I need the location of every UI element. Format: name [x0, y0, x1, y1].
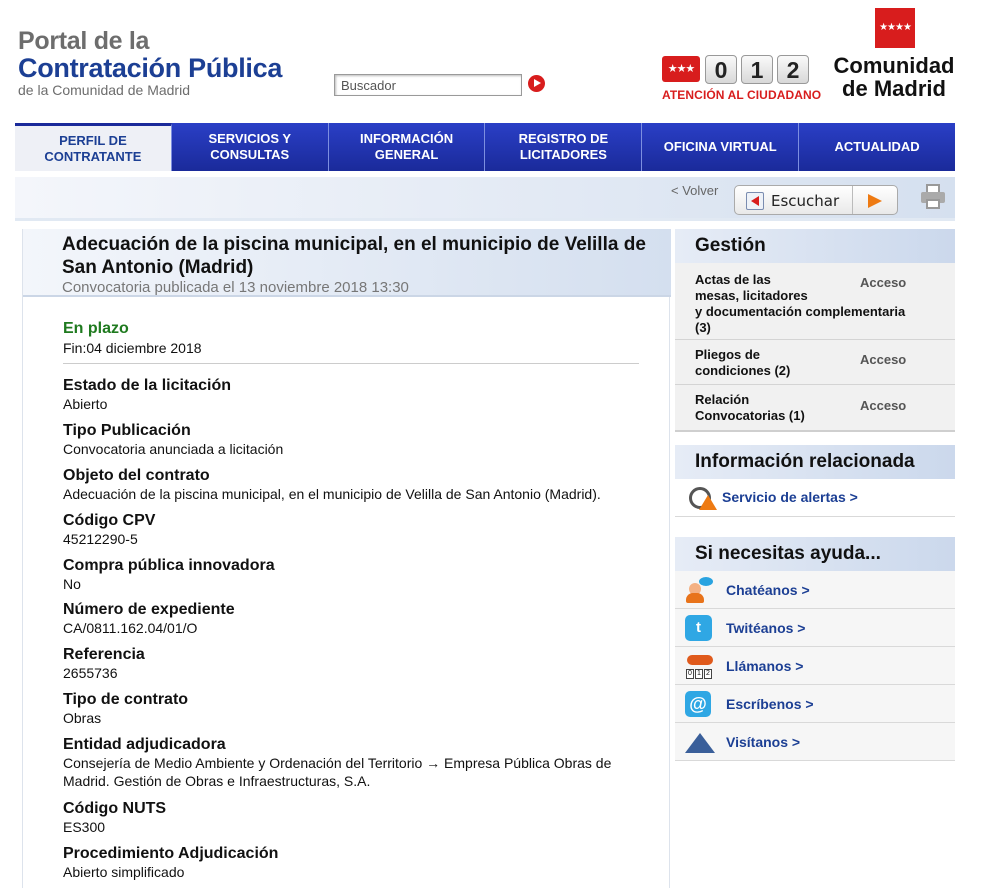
published-date: Convocatoria publicada el 13 noviembre 2018 13:30 — [62, 279, 409, 296]
visit-link[interactable]: Visítanos > — [726, 734, 801, 750]
field-value: Abierto simplificado — [63, 864, 185, 880]
field-label: Objeto del contrato — [63, 467, 210, 484]
region-logo[interactable] — [826, 54, 962, 100]
label-line: Pliegos de — [695, 347, 761, 362]
nav-label: ACTUALIDAD — [834, 139, 920, 154]
field-value: Convocatoria anunciada a licitación — [63, 441, 284, 457]
nav-label: INFORMACIÓN — [359, 131, 454, 146]
speaker-icon — [746, 192, 764, 210]
chat-link[interactable]: Chatéanos > — [726, 582, 810, 598]
access-link[interactable]: Acceso — [860, 398, 907, 413]
portal-logo[interactable] — [18, 28, 282, 98]
tender-detail — [22, 229, 670, 888]
field-estado — [63, 376, 653, 413]
play-icon[interactable] — [868, 194, 882, 208]
label-line: condiciones (2) — [695, 363, 791, 378]
help-panel — [675, 537, 955, 761]
field-label: Tipo de contrato — [63, 691, 189, 708]
field-value: Obras — [63, 710, 102, 726]
field-label: Número de expediente — [63, 601, 235, 618]
access-link[interactable]: Acceso — [860, 275, 907, 290]
phone-link[interactable]: Llámanos > — [726, 658, 804, 674]
alerts-link-row[interactable] — [675, 479, 955, 517]
nav-label: CONTRATANTE — [44, 148, 142, 164]
field-objeto — [63, 466, 653, 503]
help-phone-row[interactable] — [675, 647, 955, 685]
status-label: En plazo — [63, 320, 129, 337]
field-value: Abierto — [63, 396, 108, 412]
field-value: ES300 — [63, 819, 106, 835]
nav-label: OFICINA VIRTUAL — [663, 139, 777, 154]
field-value: No — [63, 576, 81, 592]
logo-line-3: de la Comunidad de Madrid — [18, 82, 190, 98]
logo-line-1: Portal de la — [18, 27, 150, 55]
nav-label: GENERAL — [374, 147, 439, 162]
nav-label: LICITADORES — [519, 147, 607, 162]
field-value: CA/0811.162.04/01/O — [63, 620, 198, 636]
label-line: y documentación complementaria — [695, 304, 906, 319]
nav-label: SERVICIOS Y — [208, 131, 292, 146]
gestion-row-pliegos[interactable] — [675, 340, 955, 385]
page-title: Adecuación de la piscina municipal, en el municipio de Velilla de San Antonio (Madrid) — [62, 234, 646, 278]
field-value: 45212290-5 — [63, 531, 138, 547]
listen-button[interactable] — [734, 185, 898, 215]
field-value: Consejería de Medio Ambiente y Ordenación del Territorio → Empresa Pública Obras de Madrid. Gestión de Obras e Infraestructuras, S.A. — [63, 755, 612, 789]
help-visit-row[interactable] — [675, 723, 955, 761]
field-codigo-cpv — [63, 511, 653, 548]
print-icon[interactable] — [921, 184, 945, 210]
nav-oficina-virtual[interactable] — [642, 123, 799, 171]
phone-icon: 0 1 2 — [685, 653, 715, 679]
label-line: Actas de las — [695, 272, 771, 287]
tender-header — [23, 229, 671, 297]
field-referencia — [63, 645, 653, 682]
gestion-title: Gestión — [675, 229, 955, 263]
search-go-icon[interactable] — [528, 75, 545, 92]
field-codigo-nuts — [63, 799, 653, 836]
nav-label: PERFIL DE — [59, 132, 127, 148]
label-line: Relación — [695, 392, 750, 407]
nav-servicios-consultas[interactable] — [172, 123, 329, 171]
nav-informacion-general[interactable] — [329, 123, 486, 171]
search-input[interactable] — [335, 75, 521, 95]
field-label: Entidad adjudicadora — [63, 736, 226, 753]
nav-label: CONSULTAS — [210, 147, 290, 162]
field-value: Adecuación de la piscina municipal, en el municipio de Velilla de San Antonio (Madrid). — [63, 486, 601, 502]
field-value: 2655736 — [63, 665, 118, 681]
email-link[interactable]: Escríbenos > — [726, 696, 814, 712]
nav-perfil-contratante[interactable] — [15, 123, 172, 171]
related-title: Información relacionada — [675, 445, 955, 479]
field-label: Procedimiento Adjudicación — [63, 845, 279, 862]
field-tipo-publicacion — [63, 421, 653, 458]
nav-label: REGISTRO DE — [518, 131, 609, 146]
phone-digit: 2 — [777, 55, 809, 84]
label-line: mesas, licitadores — [695, 288, 808, 303]
label-line: (3) — [695, 320, 711, 335]
chat-icon — [685, 577, 715, 603]
gestion-row-actas[interactable] — [675, 263, 955, 340]
gestion-row-label — [695, 347, 790, 379]
region-line-1: Comunidad — [833, 53, 955, 78]
field-label: Tipo Publicación — [63, 422, 191, 439]
back-link[interactable]: < Volver — [671, 183, 719, 198]
email-icon: @ — [685, 691, 711, 717]
alerts-link[interactable]: Servicio de alertas > — [722, 489, 858, 505]
field-expediente — [63, 600, 653, 637]
twitter-link[interactable]: Twitéanos > — [726, 620, 806, 636]
help-email-row[interactable] — [675, 685, 955, 723]
field-label: Referencia — [63, 646, 145, 663]
madrid-flag-icon: ★★★★ — [875, 8, 915, 48]
alert-clock-icon — [687, 485, 717, 511]
field-tipo-contrato — [63, 690, 653, 727]
phone-digit: 0 — [705, 55, 737, 84]
madrid-flag-small-icon: ★★★ — [662, 56, 700, 82]
map-icon — [685, 733, 715, 753]
field-compra-innovadora — [63, 556, 653, 593]
field-entidad — [63, 735, 648, 790]
access-link[interactable]: Acceso — [860, 352, 907, 367]
search-box[interactable] — [334, 74, 522, 96]
nav-registro-licitadores[interactable] — [485, 123, 642, 171]
label-line: Convocatorias (1) — [695, 408, 805, 423]
related-panel — [675, 445, 955, 517]
deadline-text: Fin:04 diciembre 2018 — [63, 340, 202, 356]
divider — [63, 363, 639, 364]
gestion-row-relacion[interactable] — [675, 385, 955, 432]
main-nav — [15, 123, 955, 171]
help-chat-row[interactable] — [675, 571, 955, 609]
field-label: Código CPV — [63, 512, 156, 529]
gestion-panel — [675, 229, 955, 432]
field-label: Estado de la licitación — [63, 377, 232, 394]
listen-label: Escuchar — [771, 192, 840, 210]
nav-actualidad[interactable] — [799, 123, 955, 171]
field-label: Código NUTS — [63, 800, 167, 817]
field-label: Compra pública innovadora — [63, 557, 275, 574]
help-title: Si necesitas ayuda... — [675, 537, 955, 571]
phone-caption: ATENCIÓN AL CIUDADANO — [662, 88, 822, 102]
field-procedimiento — [63, 844, 653, 881]
logo-line-2: Contratación Pública — [18, 53, 283, 83]
help-twitter-row[interactable] — [675, 609, 955, 647]
twitter-icon: t — [685, 615, 712, 641]
gestion-row-label — [695, 392, 805, 424]
listen-divider — [852, 186, 853, 214]
phone-digit: 1 — [741, 55, 773, 84]
region-line-2: de Madrid — [842, 76, 946, 101]
